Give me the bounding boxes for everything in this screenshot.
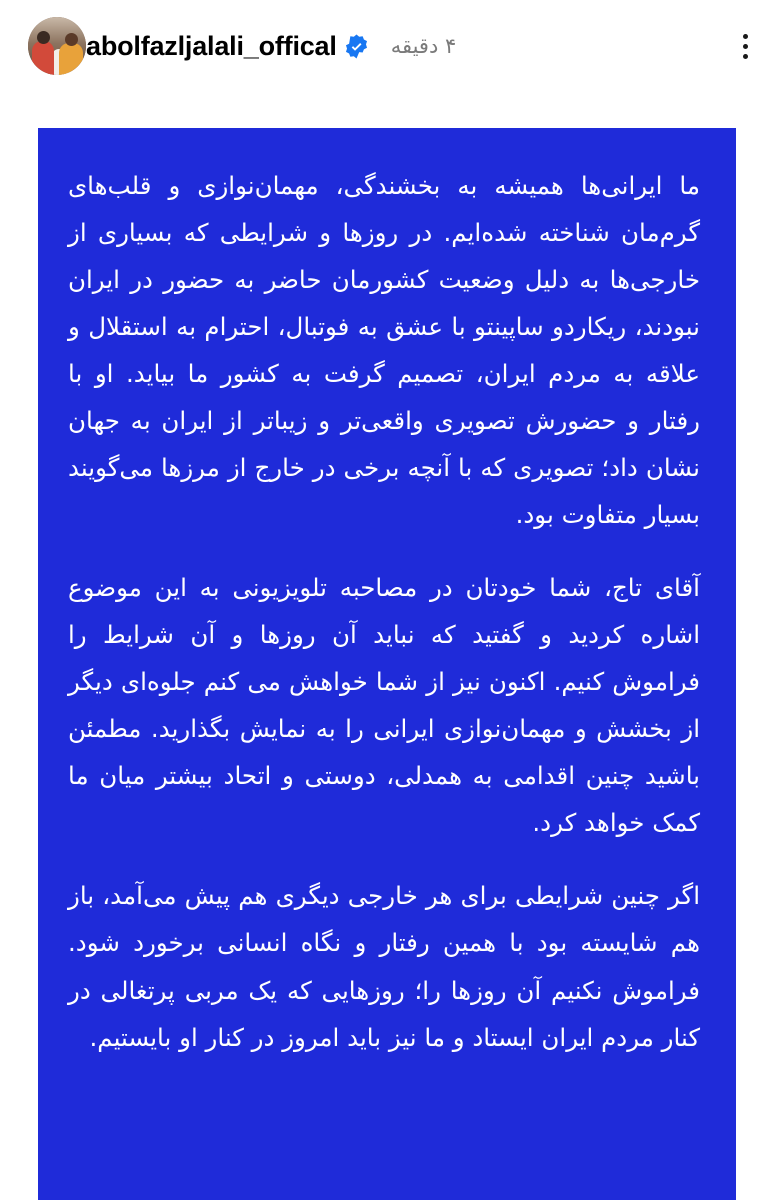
- story-text-block: [68, 162, 700, 1061]
- avatar-person-right: [59, 43, 83, 75]
- story-card: [38, 128, 736, 1200]
- story-paragraph: اگر چنین شرایطی برای هر خارجی دیگری هم پیش می‌آمد، باز هم شایسته بود با همین رفتار و نگاه انسانی برخورد شود. فراموش نکنیم آن روزها را؛ روزهایی که یک مربی پرتغالی در کنار مردم ایران ایستاد و ما نیز باید امروز در کنار او بایستیم.: [68, 881, 700, 1052]
- avatar[interactable]: [28, 17, 86, 75]
- story-paragraph: ما ایرانی‌ها همیشه به بخشندگی، مهمان‌نوازی و قلب‌های گرم‌مان شناخته شده‌ایم. در روزها و شرایطی که بسیاری از خارجی‌ها به دلیل وضعیت کشورمان حاضر به حضور در ایران نبودند، ریکاردو ساپینتو با عشق به فوتبال، احترام به استقلال و علاقه به مردم ایران، تصمیم گرفت به کشور ما بیاید. او با رفتار و حضورش تصویری واقعی‌تر و زیباتر از ایران به جهان نشان داد؛ تصویری که با آنچه برخی در خارج از مرزها می‌گویند بسیار متفاوت بود.: [68, 171, 700, 530]
- timestamp-label: ۴ دقیقه: [390, 34, 457, 58]
- more-options-icon[interactable]: [730, 26, 760, 66]
- username-group[interactable]: [86, 31, 369, 62]
- story-paragraph: آقای تاج، شما خودتان در مصاحبه تلویزیونی به این موضوع اشاره کردید و گفتید که نباید آن روزها و آن شرایط را فراموش کنیم. اکنون نیز از شما خواهش می کنم جلوه‌ای دیگر از بخشش و مهمان‌نوازی ایرانی را به نمایش بگذارید. مطمئن باشید چنین اقدامی به همدلی، دوستی و اتحاد بیشتر میان ما کمک خواهد کرد.: [68, 573, 700, 838]
- menu-dot: [743, 54, 748, 59]
- avatar-person-left: [32, 41, 54, 75]
- menu-dot: [743, 34, 748, 39]
- username-label[interactable]: abolfazljalali_offical: [86, 30, 337, 61]
- avatar-person-right-head: [65, 33, 78, 46]
- avatar-person-left-head: [37, 31, 50, 44]
- story-header: [0, 0, 774, 92]
- verified-badge-icon: [344, 34, 369, 59]
- menu-dot: [743, 44, 748, 49]
